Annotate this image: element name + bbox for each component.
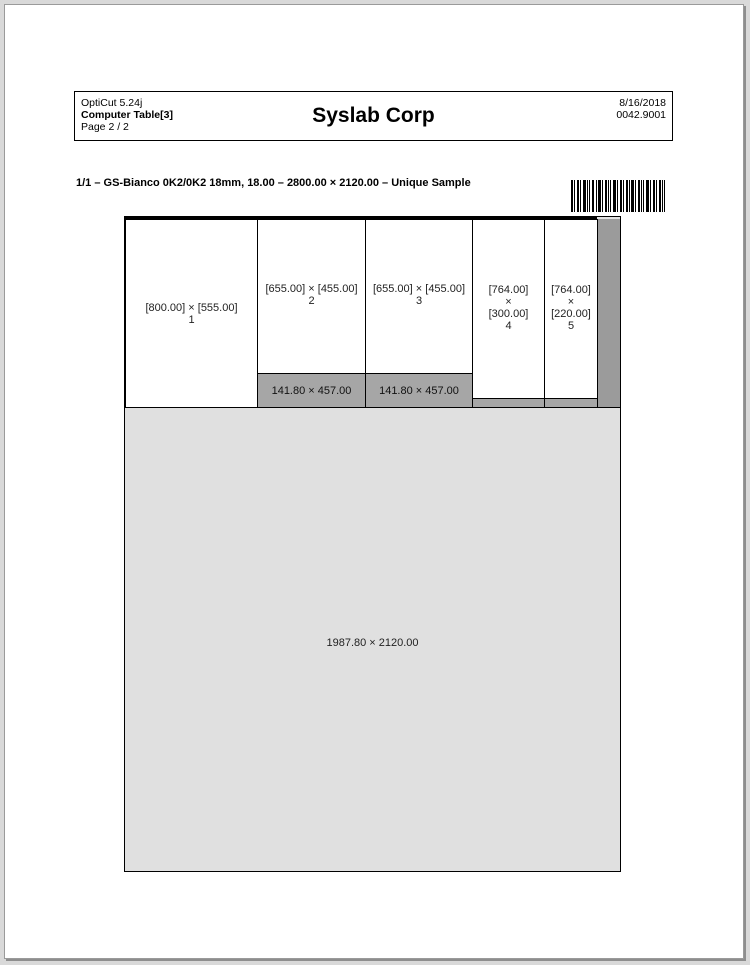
report-header <box>74 91 673 141</box>
offcut-2 <box>257 373 366 408</box>
offcut-label: 141.80 × 457.00 <box>271 384 352 397</box>
piece-height: [220.00] <box>551 308 591 320</box>
offcut-label: 141.80 × 457.00 <box>379 384 459 397</box>
piece-5 <box>544 219 598 399</box>
remnant-label: 1987.80 × 2120.00 <box>326 637 419 649</box>
report-date: 8/16/2018 <box>619 97 666 109</box>
sheet-title: 1/1 – GS-Bianco 0K2/0K2 18mm, 18.00 – 2800.00 × 2120.00 – Unique Sample <box>76 177 471 189</box>
company-title: Syslab Corp <box>312 104 435 127</box>
header-right-info <box>616 97 666 121</box>
times-sign: × <box>567 296 575 308</box>
piece-width: [764.00] <box>551 284 591 296</box>
piece-id: 3 <box>415 295 423 307</box>
cutting-layout <box>124 216 621 872</box>
piece-height: [300.00] <box>488 308 529 320</box>
piece-id: 2 <box>308 295 315 307</box>
report-code: 0042.9001 <box>616 109 666 121</box>
print-preview-page <box>4 4 744 959</box>
app-version: OptiCut 5.24j <box>81 97 143 109</box>
piece-3 <box>365 219 473 374</box>
times-sign: × <box>505 296 512 308</box>
page-number: Page 2 / 2 <box>81 121 129 133</box>
offcut-3 <box>365 373 473 408</box>
piece-id: 5 <box>567 320 575 332</box>
piece-4 <box>472 219 545 399</box>
edge-waste-strip <box>597 219 620 408</box>
piece-dimensions: [655.00] × [455.00] <box>265 283 358 295</box>
piece-1 <box>125 219 258 408</box>
row-divider <box>125 407 620 408</box>
project-name: Computer Table[3] <box>81 109 173 121</box>
piece-dimensions: [655.00] × [455.00] <box>372 283 466 295</box>
piece-id: 4 <box>505 320 512 332</box>
barcode <box>571 180 665 212</box>
piece-width: [764.00] <box>488 284 529 296</box>
piece-dimensions: [800.00] × [555.00] <box>145 301 238 314</box>
piece-id: 1 <box>188 313 195 326</box>
piece-2 <box>257 219 366 374</box>
